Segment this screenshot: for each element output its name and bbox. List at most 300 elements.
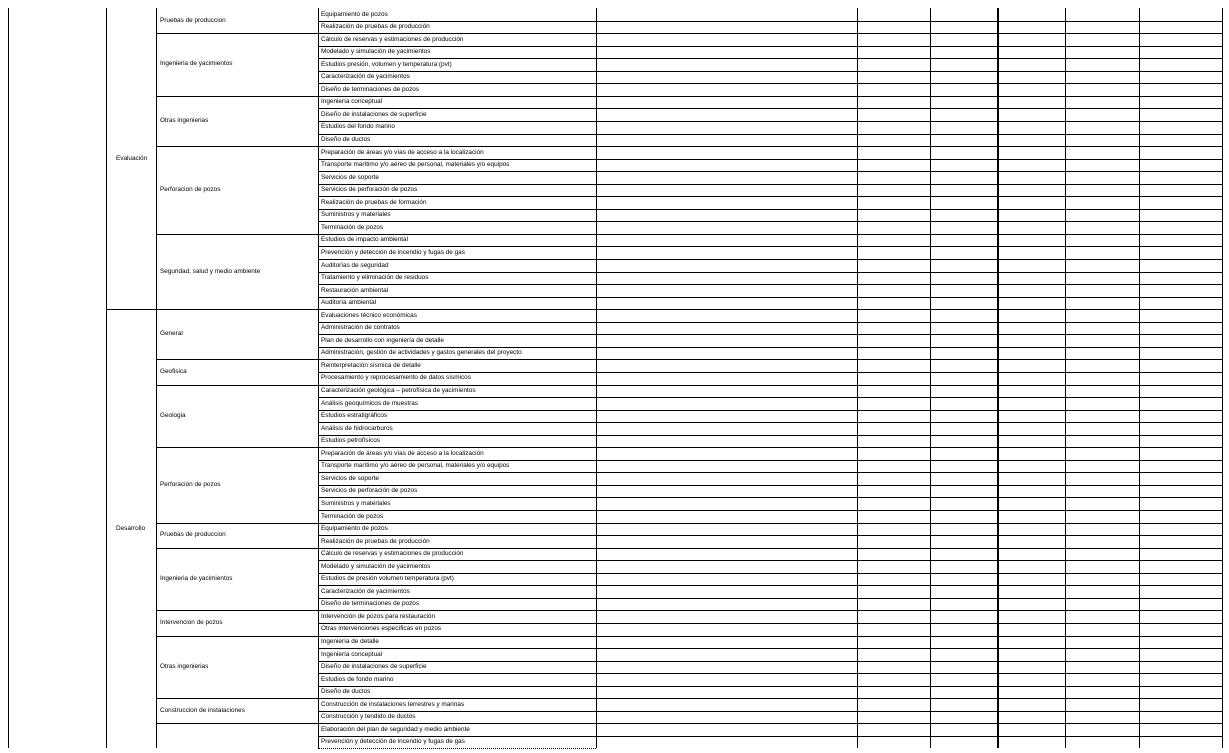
data-cell[interactable]: [931, 599, 996, 610]
data-cell[interactable]: [931, 310, 996, 321]
data-cell[interactable]: [597, 373, 856, 384]
data-cell[interactable]: [998, 411, 1064, 422]
data-cell[interactable]: [931, 574, 996, 585]
data-cell[interactable]: [998, 172, 1064, 183]
data-cell[interactable]: [1140, 411, 1221, 422]
data-cell[interactable]: [597, 34, 856, 45]
data-cell[interactable]: [931, 398, 996, 409]
data-cell[interactable]: [1140, 423, 1221, 434]
data-cell[interactable]: [597, 197, 856, 208]
data-cell[interactable]: [858, 473, 929, 484]
data-cell[interactable]: [931, 222, 996, 233]
data-cell[interactable]: [931, 235, 996, 246]
data-cell[interactable]: [931, 674, 996, 685]
data-cell[interactable]: [858, 637, 929, 648]
data-cell[interactable]: [1066, 185, 1138, 196]
data-cell[interactable]: [931, 561, 996, 572]
data-cell[interactable]: [998, 323, 1064, 334]
data-cell[interactable]: [1066, 260, 1138, 271]
data-cell[interactable]: [1066, 662, 1138, 673]
data-cell[interactable]: [858, 524, 929, 535]
data-cell[interactable]: [998, 147, 1064, 158]
data-cell[interactable]: [597, 222, 856, 233]
data-cell[interactable]: [1066, 712, 1138, 723]
data-cell[interactable]: [858, 59, 929, 70]
data-cell[interactable]: [1140, 34, 1221, 45]
data-cell[interactable]: [597, 486, 856, 497]
data-cell[interactable]: [998, 737, 1064, 748]
data-cell[interactable]: [858, 461, 929, 472]
data-cell[interactable]: [597, 674, 856, 685]
data-cell[interactable]: [1140, 210, 1221, 221]
data-cell[interactable]: [1066, 335, 1138, 346]
data-cell[interactable]: [998, 436, 1064, 447]
data-cell[interactable]: [597, 386, 856, 397]
data-cell[interactable]: [858, 699, 929, 710]
data-cell[interactable]: [858, 273, 929, 284]
data-cell[interactable]: [858, 674, 929, 685]
data-cell[interactable]: [931, 185, 996, 196]
data-cell[interactable]: [998, 247, 1064, 258]
data-cell[interactable]: [998, 84, 1064, 95]
data-cell[interactable]: [998, 9, 1064, 20]
data-cell[interactable]: [597, 323, 856, 334]
data-cell[interactable]: [1140, 436, 1221, 447]
data-cell[interactable]: [1140, 323, 1221, 334]
data-cell[interactable]: [597, 423, 856, 434]
data-cell[interactable]: [998, 210, 1064, 221]
data-cell[interactable]: [998, 109, 1064, 120]
data-cell[interactable]: [858, 624, 929, 635]
data-cell[interactable]: [1066, 599, 1138, 610]
data-cell[interactable]: [931, 687, 996, 698]
data-cell[interactable]: [1066, 574, 1138, 585]
data-cell[interactable]: [858, 197, 929, 208]
data-cell[interactable]: [931, 260, 996, 271]
data-cell[interactable]: [1140, 649, 1221, 660]
data-cell[interactable]: [1066, 436, 1138, 447]
data-cell[interactable]: [998, 699, 1064, 710]
data-cell[interactable]: [998, 687, 1064, 698]
data-cell[interactable]: [1066, 235, 1138, 246]
data-cell[interactable]: [1066, 298, 1138, 309]
data-cell[interactable]: [998, 637, 1064, 648]
data-cell[interactable]: [931, 536, 996, 547]
data-cell[interactable]: [1066, 122, 1138, 133]
data-cell[interactable]: [931, 197, 996, 208]
data-cell[interactable]: [1066, 536, 1138, 547]
data-cell[interactable]: [1140, 9, 1221, 20]
data-cell[interactable]: [1066, 473, 1138, 484]
data-cell[interactable]: [931, 72, 996, 83]
data-cell[interactable]: [1066, 285, 1138, 296]
data-cell[interactable]: [931, 637, 996, 648]
data-cell[interactable]: [858, 222, 929, 233]
data-cell[interactable]: [1066, 549, 1138, 560]
data-cell[interactable]: [597, 172, 856, 183]
data-cell[interactable]: [931, 285, 996, 296]
data-cell[interactable]: [998, 662, 1064, 673]
data-cell[interactable]: [1140, 737, 1221, 748]
data-cell[interactable]: [1140, 147, 1221, 158]
data-cell[interactable]: [1140, 724, 1221, 735]
data-cell[interactable]: [998, 511, 1064, 522]
data-cell[interactable]: [597, 84, 856, 95]
data-cell[interactable]: [1140, 611, 1221, 622]
data-cell[interactable]: [597, 273, 856, 284]
data-cell[interactable]: [998, 185, 1064, 196]
data-cell[interactable]: [1140, 172, 1221, 183]
data-cell[interactable]: [597, 9, 856, 20]
data-cell[interactable]: [1066, 9, 1138, 20]
data-cell[interactable]: [858, 436, 929, 447]
data-cell[interactable]: [998, 649, 1064, 660]
data-cell[interactable]: [1140, 448, 1221, 459]
data-cell[interactable]: [1140, 662, 1221, 673]
data-cell[interactable]: [597, 411, 856, 422]
data-cell[interactable]: [931, 97, 996, 108]
data-cell[interactable]: [998, 285, 1064, 296]
data-cell[interactable]: [998, 561, 1064, 572]
data-cell[interactable]: [1140, 486, 1221, 497]
data-cell[interactable]: [858, 122, 929, 133]
data-cell[interactable]: [998, 235, 1064, 246]
data-cell[interactable]: [597, 624, 856, 635]
data-cell[interactable]: [597, 536, 856, 547]
data-cell[interactable]: [597, 687, 856, 698]
data-cell[interactable]: [1140, 310, 1221, 321]
data-cell[interactable]: [998, 373, 1064, 384]
data-cell[interactable]: [1066, 724, 1138, 735]
data-cell[interactable]: [998, 448, 1064, 459]
data-cell[interactable]: [1140, 561, 1221, 572]
data-cell[interactable]: [1066, 47, 1138, 58]
data-cell[interactable]: [998, 260, 1064, 271]
data-cell[interactable]: [858, 185, 929, 196]
data-cell[interactable]: [1066, 97, 1138, 108]
data-cell[interactable]: [998, 524, 1064, 535]
data-cell[interactable]: [998, 473, 1064, 484]
data-cell[interactable]: [597, 448, 856, 459]
data-cell[interactable]: [858, 486, 929, 497]
data-cell[interactable]: [931, 423, 996, 434]
data-cell[interactable]: [597, 298, 856, 309]
data-cell[interactable]: [597, 637, 856, 648]
data-cell[interactable]: [858, 511, 929, 522]
data-cell[interactable]: [1140, 109, 1221, 120]
data-cell[interactable]: [1140, 687, 1221, 698]
data-cell[interactable]: [931, 135, 996, 146]
data-cell[interactable]: [858, 662, 929, 673]
data-cell[interactable]: [597, 699, 856, 710]
data-cell[interactable]: [1140, 699, 1221, 710]
data-cell[interactable]: [858, 360, 929, 371]
data-cell[interactable]: [1140, 373, 1221, 384]
data-cell[interactable]: [1140, 712, 1221, 723]
data-cell[interactable]: [931, 386, 996, 397]
data-cell[interactable]: [1066, 687, 1138, 698]
data-cell[interactable]: [931, 47, 996, 58]
data-cell[interactable]: [597, 185, 856, 196]
data-cell[interactable]: [858, 411, 929, 422]
data-cell[interactable]: [931, 59, 996, 70]
data-cell[interactable]: [858, 310, 929, 321]
data-cell[interactable]: [998, 398, 1064, 409]
data-cell[interactable]: [1066, 511, 1138, 522]
data-cell[interactable]: [1066, 674, 1138, 685]
data-cell[interactable]: [1140, 47, 1221, 58]
data-cell[interactable]: [1066, 323, 1138, 334]
data-cell[interactable]: [597, 160, 856, 171]
data-cell[interactable]: [1140, 398, 1221, 409]
data-cell[interactable]: [998, 160, 1064, 171]
data-cell[interactable]: [597, 398, 856, 409]
data-cell[interactable]: [1066, 624, 1138, 635]
data-cell[interactable]: [931, 549, 996, 560]
data-cell[interactable]: [858, 574, 929, 585]
data-cell[interactable]: [931, 9, 996, 20]
data-cell[interactable]: [1066, 34, 1138, 45]
data-cell[interactable]: [1140, 511, 1221, 522]
data-cell[interactable]: [858, 47, 929, 58]
data-cell[interactable]: [998, 335, 1064, 346]
data-cell[interactable]: [858, 549, 929, 560]
data-cell[interactable]: [998, 461, 1064, 472]
data-cell[interactable]: [597, 59, 856, 70]
data-cell[interactable]: [858, 599, 929, 610]
data-cell[interactable]: [1066, 310, 1138, 321]
data-cell[interactable]: [998, 423, 1064, 434]
data-cell[interactable]: [597, 210, 856, 221]
data-cell[interactable]: [597, 360, 856, 371]
data-cell[interactable]: [998, 34, 1064, 45]
data-cell[interactable]: [1140, 574, 1221, 585]
data-cell[interactable]: [1140, 674, 1221, 685]
data-cell[interactable]: [1140, 599, 1221, 610]
data-cell[interactable]: [597, 436, 856, 447]
data-cell[interactable]: [597, 574, 856, 585]
data-cell[interactable]: [998, 611, 1064, 622]
data-cell[interactable]: [1066, 498, 1138, 509]
data-cell[interactable]: [931, 34, 996, 45]
data-cell[interactable]: [597, 260, 856, 271]
data-cell[interactable]: [931, 298, 996, 309]
data-cell[interactable]: [998, 273, 1064, 284]
data-cell[interactable]: [931, 22, 996, 33]
data-cell[interactable]: [998, 586, 1064, 597]
data-cell[interactable]: [597, 511, 856, 522]
data-cell[interactable]: [931, 448, 996, 459]
data-cell[interactable]: [1066, 222, 1138, 233]
data-cell[interactable]: [1066, 109, 1138, 120]
data-cell[interactable]: [1140, 185, 1221, 196]
data-cell[interactable]: [998, 536, 1064, 547]
data-cell[interactable]: [858, 423, 929, 434]
data-cell[interactable]: [858, 298, 929, 309]
data-cell[interactable]: [1066, 147, 1138, 158]
data-cell[interactable]: [1066, 273, 1138, 284]
data-cell[interactable]: [597, 109, 856, 120]
data-cell[interactable]: [998, 22, 1064, 33]
data-cell[interactable]: [1066, 448, 1138, 459]
data-cell[interactable]: [1066, 197, 1138, 208]
data-cell[interactable]: [1066, 172, 1138, 183]
data-cell[interactable]: [858, 72, 929, 83]
data-cell[interactable]: [597, 724, 856, 735]
data-cell[interactable]: [597, 147, 856, 158]
data-cell[interactable]: [931, 348, 996, 359]
data-cell[interactable]: [998, 599, 1064, 610]
data-cell[interactable]: [858, 97, 929, 108]
data-cell[interactable]: [858, 737, 929, 748]
data-cell[interactable]: [858, 561, 929, 572]
data-cell[interactable]: [931, 586, 996, 597]
data-cell[interactable]: [597, 461, 856, 472]
data-cell[interactable]: [1140, 197, 1221, 208]
data-cell[interactable]: [858, 536, 929, 547]
data-cell[interactable]: [858, 210, 929, 221]
data-cell[interactable]: [998, 712, 1064, 723]
data-cell[interactable]: [597, 122, 856, 133]
data-cell[interactable]: [1140, 360, 1221, 371]
data-cell[interactable]: [858, 22, 929, 33]
data-cell[interactable]: [858, 335, 929, 346]
data-cell[interactable]: [931, 712, 996, 723]
data-cell[interactable]: [998, 360, 1064, 371]
data-cell[interactable]: [858, 398, 929, 409]
data-cell[interactable]: [998, 574, 1064, 585]
data-cell[interactable]: [1140, 624, 1221, 635]
data-cell[interactable]: [1066, 59, 1138, 70]
data-cell[interactable]: [998, 498, 1064, 509]
data-cell[interactable]: [931, 662, 996, 673]
data-cell[interactable]: [1140, 386, 1221, 397]
data-cell[interactable]: [858, 9, 929, 20]
data-cell[interactable]: [931, 461, 996, 472]
data-cell[interactable]: [858, 323, 929, 334]
data-cell[interactable]: [931, 699, 996, 710]
data-cell[interactable]: [1140, 298, 1221, 309]
data-cell[interactable]: [858, 160, 929, 171]
data-cell[interactable]: [931, 524, 996, 535]
data-cell[interactable]: [1066, 637, 1138, 648]
data-cell[interactable]: [1140, 160, 1221, 171]
data-cell[interactable]: [931, 649, 996, 660]
data-cell[interactable]: [858, 34, 929, 45]
data-cell[interactable]: [1066, 561, 1138, 572]
data-cell[interactable]: [1140, 135, 1221, 146]
data-cell[interactable]: [1140, 335, 1221, 346]
data-cell[interactable]: [597, 712, 856, 723]
data-cell[interactable]: [858, 172, 929, 183]
data-cell[interactable]: [1066, 210, 1138, 221]
data-cell[interactable]: [597, 561, 856, 572]
data-cell[interactable]: [1066, 699, 1138, 710]
data-cell[interactable]: [931, 109, 996, 120]
data-cell[interactable]: [597, 335, 856, 346]
data-cell[interactable]: [931, 624, 996, 635]
data-cell[interactable]: [998, 122, 1064, 133]
data-cell[interactable]: [998, 59, 1064, 70]
data-cell[interactable]: [1066, 386, 1138, 397]
data-cell[interactable]: [931, 160, 996, 171]
data-cell[interactable]: [858, 498, 929, 509]
data-cell[interactable]: [1066, 611, 1138, 622]
data-cell[interactable]: [858, 109, 929, 120]
data-cell[interactable]: [998, 486, 1064, 497]
data-cell[interactable]: [931, 84, 996, 95]
data-cell[interactable]: [1140, 84, 1221, 95]
data-cell[interactable]: [998, 97, 1064, 108]
data-cell[interactable]: [1140, 97, 1221, 108]
data-cell[interactable]: [998, 310, 1064, 321]
data-cell[interactable]: [931, 411, 996, 422]
data-cell[interactable]: [998, 549, 1064, 560]
data-cell[interactable]: [858, 260, 929, 271]
data-cell[interactable]: [858, 386, 929, 397]
data-cell[interactable]: [931, 486, 996, 497]
data-cell[interactable]: [597, 662, 856, 673]
data-cell[interactable]: [1066, 84, 1138, 95]
data-cell[interactable]: [931, 335, 996, 346]
data-cell[interactable]: [1066, 398, 1138, 409]
data-cell[interactable]: [1066, 649, 1138, 660]
data-cell[interactable]: [858, 649, 929, 660]
data-cell[interactable]: [931, 498, 996, 509]
data-cell[interactable]: [597, 549, 856, 560]
data-cell[interactable]: [1140, 122, 1221, 133]
data-cell[interactable]: [858, 135, 929, 146]
data-cell[interactable]: [931, 172, 996, 183]
data-cell[interactable]: [1140, 273, 1221, 284]
data-cell[interactable]: [858, 373, 929, 384]
data-cell[interactable]: [931, 147, 996, 158]
data-cell[interactable]: [1140, 22, 1221, 33]
data-cell[interactable]: [998, 624, 1064, 635]
data-cell[interactable]: [1140, 235, 1221, 246]
data-cell[interactable]: [597, 135, 856, 146]
data-cell[interactable]: [1066, 22, 1138, 33]
data-cell[interactable]: [597, 97, 856, 108]
data-cell[interactable]: [1140, 222, 1221, 233]
data-cell[interactable]: [597, 586, 856, 597]
data-cell[interactable]: [998, 674, 1064, 685]
data-cell[interactable]: [998, 222, 1064, 233]
data-cell[interactable]: [597, 310, 856, 321]
data-cell[interactable]: [1140, 247, 1221, 258]
data-cell[interactable]: [931, 247, 996, 258]
data-cell[interactable]: [597, 473, 856, 484]
data-cell[interactable]: [998, 724, 1064, 735]
data-cell[interactable]: [858, 687, 929, 698]
data-cell[interactable]: [1140, 348, 1221, 359]
data-cell[interactable]: [597, 235, 856, 246]
data-cell[interactable]: [597, 599, 856, 610]
data-cell[interactable]: [931, 122, 996, 133]
data-cell[interactable]: [1066, 360, 1138, 371]
data-cell[interactable]: [858, 84, 929, 95]
data-cell[interactable]: [1140, 260, 1221, 271]
data-cell[interactable]: [931, 611, 996, 622]
data-cell[interactable]: [1066, 411, 1138, 422]
data-cell[interactable]: [931, 210, 996, 221]
data-cell[interactable]: [1066, 247, 1138, 258]
data-cell[interactable]: [998, 72, 1064, 83]
data-cell[interactable]: [1140, 59, 1221, 70]
data-cell[interactable]: [858, 724, 929, 735]
data-cell[interactable]: [1140, 473, 1221, 484]
data-cell[interactable]: [1140, 524, 1221, 535]
